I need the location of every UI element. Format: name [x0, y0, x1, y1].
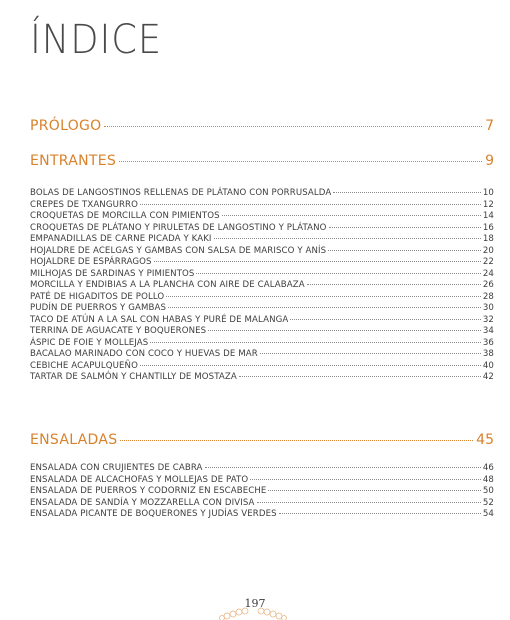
entry-page-number: 32: [482, 314, 494, 325]
entry-label: BACALAO MARINADO CON COCO Y HUEVAS DE MAR: [30, 349, 258, 359]
entry-page-number: 54: [482, 509, 494, 519]
entry-page-number: 22: [482, 257, 494, 267]
toc-entry[interactable]: [30, 188, 494, 200]
entry-label: ENSALADA PICANTE DE BOQUERONES Y JUDÍAS VERDES: [30, 509, 277, 519]
entry-label: CEBICHE ACAPULQUEÑO: [30, 360, 138, 371]
leader-dots: [150, 342, 481, 343]
entry-label: EMPANADILLAS DE CARNE PICADA Y KAKI: [30, 234, 212, 244]
toc-entry[interactable]: [30, 361, 494, 373]
leader-dots: [208, 330, 481, 331]
leader-dots: [214, 238, 481, 239]
toc-entry[interactable]: [30, 246, 494, 258]
entry-page-number: 24: [482, 268, 494, 279]
leader-dots: [196, 273, 480, 274]
toc-entry[interactable]: [30, 200, 494, 212]
entrantes-entry-list: [30, 188, 494, 384]
entry-page-number: 52: [482, 497, 494, 508]
entry-label: PUDÍN DE PUERROS Y GAMBAS: [30, 303, 167, 313]
entry-label: CREPES DE TXANGURRO: [30, 199, 138, 210]
entry-page-number: 16: [482, 222, 494, 233]
leader-dots: [257, 502, 481, 503]
entry-label: MORCILLA Y ENDIBIAS A LA PLANCHA CON AIRE DE CALABAZA: [30, 280, 305, 290]
entry-label: MILHOJAS DE SARDINAS Y PIMIENTOS: [30, 268, 195, 279]
toc-entry[interactable]: [30, 257, 494, 269]
toc-entry[interactable]: [30, 269, 494, 281]
leader-dots: [119, 161, 482, 162]
section-label: ENSALADAS: [30, 432, 118, 448]
entry-page-number: 12: [482, 199, 494, 210]
page-footer: [0, 592, 510, 611]
toc-entry[interactable]: [30, 234, 494, 246]
entry-page-number: 36: [482, 337, 494, 348]
entry-label: ENSALADA DE PUERROS Y CODORNIZ EN ESCABECHE: [30, 486, 267, 496]
entry-page-number: 28: [482, 291, 494, 302]
leader-dots: [205, 467, 481, 468]
leader-dots: [168, 307, 481, 308]
entry-label: ENSALADA DE ALCACHOFAS Y MOLLEJAS DE PATO: [30, 474, 249, 485]
entry-page-number: 18: [482, 234, 494, 244]
entry-page-number: 10: [482, 188, 494, 198]
page-number: 197: [244, 597, 266, 610]
entry-page-number: 50: [482, 486, 494, 496]
leader-dots: [279, 513, 481, 514]
entry-label: PATÉ DE HIGADITOS DE POLLO: [30, 291, 165, 302]
section-heading-prologo[interactable]: [30, 118, 494, 134]
entry-label: TACO DE ATÚN A LA SAL CON HABAS Y PURÉ DE MALANGA: [30, 314, 289, 325]
leader-dots: [333, 192, 481, 193]
entry-page-number: 34: [482, 326, 494, 336]
entry-label: ÁSPIC DE FOIE Y MOLLEJAS: [30, 337, 149, 348]
entry-page-number: 20: [482, 245, 494, 256]
leader-dots: [290, 319, 481, 320]
ensaladas-entry-list: [30, 463, 494, 521]
leader-dots: [154, 261, 481, 262]
section-heading-ensaladas[interactable]: [30, 432, 494, 448]
toc-entry[interactable]: [30, 326, 494, 338]
toc-entry[interactable]: [30, 303, 494, 315]
toc-entry[interactable]: [30, 486, 494, 498]
toc-entry[interactable]: [30, 475, 494, 487]
section-label: ENTRANTES: [30, 153, 117, 169]
toc-entry[interactable]: [30, 349, 494, 361]
entry-label: BOLAS DE LANGOSTINOS RELLENAS DE PLÁTANO CON PORRUSALDA: [30, 188, 332, 198]
section-page-number: 9: [485, 153, 494, 169]
entry-page-number: 42: [482, 372, 494, 382]
entry-label: TERRINA DE AGUACATE Y BOQUERONES: [30, 326, 207, 336]
leader-dots: [250, 479, 481, 480]
entry-page-number: 26: [482, 280, 494, 290]
leader-dots: [140, 204, 481, 205]
toc-entry[interactable]: [30, 372, 494, 384]
section-page-number: 45: [476, 432, 494, 448]
entry-label: ENSALADA CON CRUJIENTES DE CABRA: [30, 463, 203, 473]
leader-dots: [307, 284, 481, 285]
toc-entry[interactable]: [30, 211, 494, 223]
toc-entry[interactable]: [30, 338, 494, 350]
entry-page-number: 46: [482, 463, 494, 473]
toc-entry[interactable]: [30, 315, 494, 327]
toc-entry[interactable]: [30, 463, 494, 475]
toc-entry[interactable]: [30, 498, 494, 510]
section-heading-entrantes[interactable]: [30, 153, 494, 169]
entry-page-number: 48: [482, 474, 494, 485]
entry-label: HOJALDRE DE ACELGAS Y GAMBAS CON SALSA DE MARISCO Y ANÍS: [30, 245, 327, 256]
leader-dots: [140, 365, 481, 366]
page-title: ÍNDICE: [30, 17, 163, 63]
entry-label: HOJALDRE DE ESPÁRRAGOS: [30, 257, 152, 267]
leader-dots: [222, 215, 481, 216]
leader-dots: [260, 353, 481, 354]
entry-page-number: 38: [482, 349, 494, 359]
toc-entry[interactable]: [30, 223, 494, 235]
leader-dots: [268, 490, 480, 491]
entry-page-number: 40: [482, 360, 494, 371]
entry-page-number: 30: [482, 303, 494, 313]
leader-dots: [166, 296, 481, 297]
toc-entry[interactable]: [30, 280, 494, 292]
leader-dots: [120, 440, 473, 441]
toc-entry[interactable]: [30, 509, 494, 521]
entry-label: TARTAR DE SALMÓN Y CHANTILLY DE MOSTAZA: [30, 372, 237, 382]
leader-dots: [328, 250, 481, 251]
entry-label: CROQUETAS DE MORCILLA CON PIMIENTOS: [30, 211, 220, 221]
leader-dots: [104, 126, 482, 127]
leader-dots: [239, 376, 481, 377]
entry-label: CROQUETAS DE PLÁTANO Y PIRULETAS DE LANGOSTINO Y PLÁTANO: [30, 222, 327, 233]
section-page-number: 7: [485, 118, 494, 134]
entry-label: ENSALADA DE SANDÍA Y MOZZARELLA CON DIVISA: [30, 497, 255, 508]
leader-dots: [329, 227, 481, 228]
toc-entry[interactable]: [30, 292, 494, 304]
entry-page-number: 14: [482, 211, 494, 221]
section-label: PRÓLOGO: [30, 118, 102, 134]
